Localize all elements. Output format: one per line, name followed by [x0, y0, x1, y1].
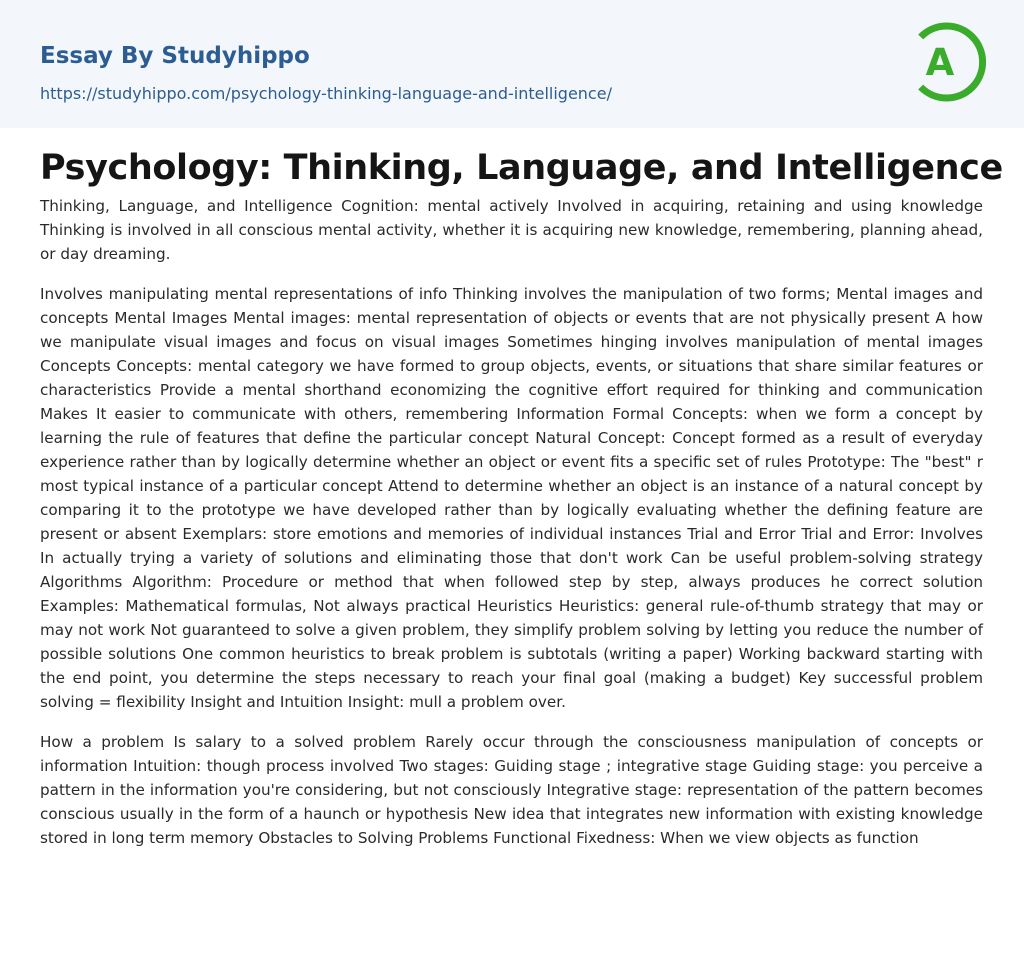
brand-title[interactable]: Essay By Studyhippo	[40, 43, 310, 69]
article-title: Psychology: Thinking, Language, and Intelligence	[40, 148, 1003, 188]
article	[40, 146, 1003, 866]
article-paragraph: Involves manipulating mental representations of info Thinking involves the manipulation of two forms; Mental images and concepts Mental Images Mental images: mental representation of objects or events that are not physically present A how we manipulate visual images and focus on visual images Sometimes hinging involves manipulation of mental images Concepts Concepts: mental category we have formed to group objects, events, or situations that share similar features or characteristics Provide a mental shorthand economizing the cognitive effort required for thinking and communication Makes It easier to communicate with others, remembering Information Formal Concepts: when we form a concept by learning the rule of features that define the particular concept Natural Concept: Concept formed as a result of everyday experience rather than by logically determine whether an object or event fits a specific set of rules Prototype: The "best" r most typical instance of a particular concept Attend to determine whether an object is an instance of a natural concept by comparing it to the prototype we have developed rather than by logically evaluating whether the defining feature are present or absent Exemplars: store emotions and memories of individual instances Trial and Error Trial and Error: Involves In actually trying a variety of solutions and eliminating those that don't work Can be useful problem-solving strategy Algorithms Algorithm: Procedure or method that when followed step by step, always produces he correct solution Examples: Mathematical formulas, Not always practical Heuristics Heuristics: general rule-of-thumb strategy that may or may not work Not guaranteed to solve a given problem, they simplify problem solving by letting you reduce the number of possible solutions One common heuristics to break problem is subtotals (writing a paper) Working backward starting with the end point, you determine the steps necessary to reach your final goal (making a budget) Key successful problem solving = flexibility Insight and Intuition Insight: mull a problem over.	[40, 285, 983, 711]
site-header	[0, 0, 1024, 128]
studyhippo-logo-icon[interactable]	[912, 18, 988, 106]
logo-letter: A	[925, 41, 955, 84]
article-paragraph: Thinking, Language, and Intelligence Cognition: mental actively Involved in acquiring, retaining and using knowledge Thinking is involved in all conscious mental activity, whether it is acquiring new knowledge, remembering, planning ahead, or day dreaming.	[40, 197, 983, 263]
article-paragraph: How a problem Is salary to a solved problem Rarely occur through the consciousness manipulation of concepts or information Intuition: though process involved Two stages: Guiding stage ; integrative stage Guiding stage: you perceive a pattern in the information you're considering, but not consciously Integrative stage: representation of the pattern becomes conscious usually in the form of a haunch or hypothesis New idea that integrates new information with existing knowledge stored in long term memory Obstacles to Solving Problems Functional Fixedness: When we view objects as function	[40, 733, 983, 847]
source-url-link[interactable]: https://studyhippo.com/psychology-thinking-language-and-intelligence/	[40, 84, 612, 103]
